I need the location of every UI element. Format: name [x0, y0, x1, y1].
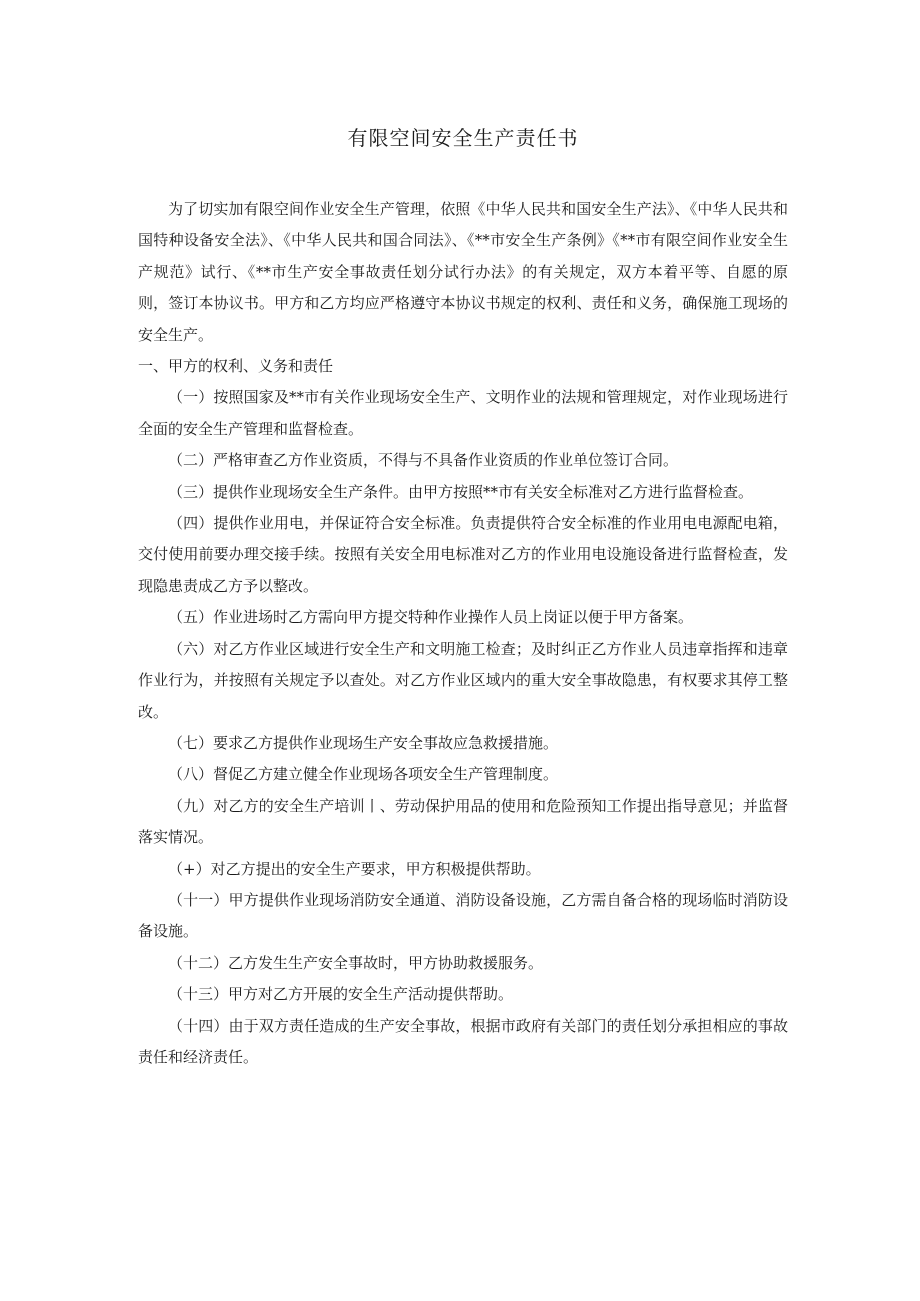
document-page: [138, 118, 788, 1073]
clause-5: （五）作业进场时乙方需向甲方提交特种作业操作人员上岗证以便于甲方备案。: [168, 608, 694, 627]
clause-9: （九）对乙方的安全生产培训丨、劳动保护用品的使用和危险预知工作提出指导意见；并监督落实情况。: [138, 796, 788, 847]
clause-8: （八）督促乙方建立健全作业现场各项安全生产管理制度。: [168, 765, 559, 784]
clause-13: （十三）甲方对乙方开展的安全生产活动提供帮助。: [168, 985, 514, 1004]
clause-1: （一）按照国家及**市有关作业现场安全生产、文明作业的法规和管理规定，对作业现场进行全面的安全生产管理和监督检查。: [138, 388, 788, 438]
intro-paragraph: 为了切实加有限空间作业安全生产管理，依照《中华人民共和国安全生产法》、《中华人民共和国特种设备安全法》、《中华人民共和国合同法》、《**市安全生产条例》《**市有限空间作业安全生产规范》试行、《**市生产安全事故责任划分试行办法》的有关规定，双方本着平等、自愿的原则，签订本协议书。甲方和乙方均应严格遵守本协议书规定的权利、责任和义务，确保施工现场的安全生产。: [138, 200, 788, 344]
clause-2: （二）严格审查乙方作业资质，不得与不具备作业资质的作业单位签订合同。: [168, 451, 679, 470]
clause-7: （七）要求乙方提供作业现场生产安全事故应急救援措施。: [168, 733, 559, 752]
document-title: 有限空间安全生产责任书: [347, 126, 579, 150]
clause-12: （十二）乙方发生生产安全事故时，甲方协助救援服务。: [168, 953, 544, 972]
clause-10: （+）对乙方提出的安全生产要求，甲方积极提供帮助。: [168, 859, 541, 878]
clause-11: （十一）甲方提供作业现场消防安全通道、消防设备设施，乙方需自备合格的现场临时消防设备设施。: [138, 890, 788, 941]
clause-3: （三）提供作业现场安全生产条件。由甲方按照**市有关安全标准对乙方进行监督检查。: [168, 482, 754, 501]
clause-4: （四）提供作业用电，并保证符合安全标准。负责提供符合安全标准的作业用电电源配电箱，交付使用前要办理交接手续。按照有关安全用电标准对乙方的作业用电设施设备进行监督检查，发现隐患责成乙方予以整改。: [138, 514, 788, 595]
section-heading: 一、甲方的权利、义务和责任: [138, 357, 334, 376]
clause-14: （十四）由于双方责任造成的生产安全事故，根据市政府有关部门的责任划分承担相应的事故责任和经济责任。: [138, 1016, 788, 1066]
clause-6: （六）对乙方作业区域进行安全生产和文明施工检查；及时纠正乙方作业人员违章指挥和违章作业行为，并按照有关规定予以查处。对乙方作业区域内的重大安全事故隐患，有权要求其停工整改。: [138, 639, 788, 721]
